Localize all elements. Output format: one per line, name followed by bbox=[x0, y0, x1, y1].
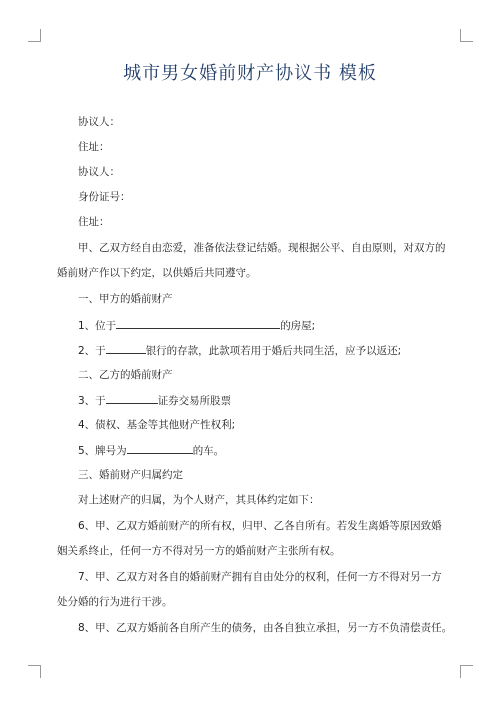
item1-suffix: 的房屋; bbox=[280, 320, 316, 332]
intro-line-1: 甲、乙双方经自由恋爱，准备依法登记结婚。现根据公平、自由原则，对双方的 bbox=[78, 242, 446, 254]
item2-blank bbox=[106, 343, 146, 354]
party2-label: 协议人： bbox=[78, 166, 120, 178]
party1-label: 协议人： bbox=[78, 116, 120, 128]
item4: 4、债权、基金等其他财产性权利; bbox=[78, 419, 236, 431]
id-number-label: 身份证号： bbox=[78, 191, 131, 203]
item3-suffix: 证券交易所股票 bbox=[157, 395, 232, 407]
crop-mark-top-left bbox=[28, 29, 41, 42]
document-title: 城市男女婚前财产协议书 模板 bbox=[123, 63, 377, 84]
intro-line-2: 婚前财产作以下约定，以供婚后共同遵守。 bbox=[57, 267, 257, 279]
item6-line-1: 6、甲、乙双方婚前财产的所有权，归甲、乙各自所有。若发生离婚等原因致婚 bbox=[78, 520, 442, 532]
item1-prefix: 1、位于 bbox=[78, 320, 117, 332]
section3-intro: 对上述财产的归属，为个人财产，其具体约定如下： bbox=[78, 494, 320, 506]
address1-label: 住址： bbox=[78, 141, 110, 153]
item1-blank bbox=[116, 318, 280, 329]
crop-mark-bottom-right bbox=[460, 665, 473, 678]
section2-heading: 二、乙方的婚前财产 bbox=[78, 369, 173, 381]
item3-blank bbox=[106, 393, 158, 404]
section3-heading: 三、婚前财产归属约定 bbox=[78, 469, 183, 481]
item6-line-2: 姻关系终止，任何一方不得对另一方的婚前财产主张所有权。 bbox=[57, 545, 341, 557]
item5 bbox=[78, 443, 224, 458]
crop-mark-top-right bbox=[460, 29, 473, 42]
item7-line-1: 7、甲、乙双方对各自的婚前财产拥有自由处分的权利，任何一方不得对另一方 bbox=[78, 571, 442, 583]
item2 bbox=[78, 343, 401, 358]
crop-mark-bottom-left bbox=[28, 665, 41, 678]
item3-prefix: 3、于 bbox=[78, 395, 106, 407]
item2-suffix: 银行的存款，此款项若用于婚后共同生活，应予以返还; bbox=[145, 345, 402, 357]
item1 bbox=[78, 318, 315, 333]
item7-line-2: 处分婚的行为进行干涉。 bbox=[57, 596, 173, 608]
address2-label: 住址： bbox=[78, 216, 110, 228]
item2-prefix: 2、于 bbox=[78, 345, 106, 357]
item5-blank bbox=[127, 443, 193, 454]
item3 bbox=[78, 393, 231, 408]
item5-prefix: 5、牌号为 bbox=[78, 445, 127, 457]
section1-heading: 一、甲方的婚前财产 bbox=[78, 293, 173, 305]
item5-suffix: 的车。 bbox=[192, 445, 225, 457]
item8-line-1: 8、甲、乙双方婚前各自所产生的债务，由各自独立承担，另一方不负清偿责任。 bbox=[78, 622, 453, 634]
